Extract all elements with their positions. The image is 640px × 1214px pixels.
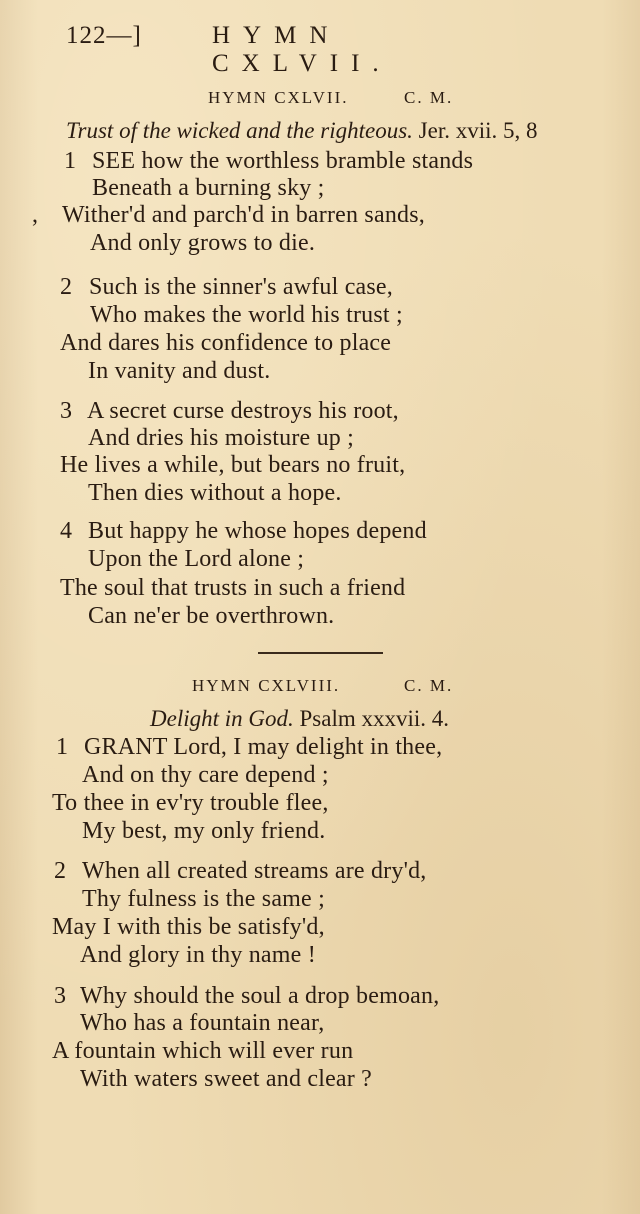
verse-line: A fountain which will ever run — [52, 1038, 354, 1064]
section-rule — [258, 652, 383, 654]
verse-line: And only grows to die. — [90, 230, 316, 256]
hymn-number: HYMN CXLVIII. — [192, 676, 341, 695]
verse-line: GRANT Lord, I may delight in thee, — [84, 734, 443, 760]
verse-line: But happy he whose hopes depend — [88, 518, 427, 544]
hymn-number: HYMN CXLVII. — [208, 88, 349, 107]
verse-line: A secret curse destroys his root, — [87, 398, 399, 424]
stanza-number: 3 — [54, 983, 66, 1009]
verse-line: Wither'd and parch'd in barren sands, — [62, 202, 425, 228]
stanza-number: 2 — [60, 274, 72, 300]
verse-line: Who has a fountain near, — [80, 1010, 325, 1036]
page-number: 122—] — [66, 22, 142, 49]
hymn-meter: C. M. — [404, 88, 454, 107]
verse-line: With waters sweet and clear ? — [80, 1066, 373, 1092]
verse-line: And glory in thy name ! — [80, 942, 316, 968]
hymn-theme: Trust of the wicked and the righteous. — [66, 118, 413, 143]
stanza-number: 1 — [64, 148, 76, 174]
verse-line: Upon the Lord alone ; — [88, 546, 305, 572]
printer-mark: , — [32, 202, 38, 228]
verse-line: The soul that trusts in such a friend — [60, 575, 406, 601]
stanza-number: 3 — [60, 398, 72, 424]
verse-line: In vanity and dust. — [88, 358, 271, 384]
verse-line: And dares his confidence to place — [60, 330, 392, 356]
verse-line: When all created streams are dry'd, — [82, 858, 427, 884]
verse-line: Thy fulness is the same ; — [82, 886, 325, 912]
verse-line: Then dies without a hope. — [88, 480, 342, 506]
verse-line: Can ne'er be overthrown. — [88, 603, 335, 629]
stanza-number: 2 — [54, 858, 66, 884]
verse-line: My best, my only friend. — [82, 818, 326, 844]
running-title: HYMN CXLVII. — [212, 22, 392, 77]
hymn-subtitle — [66, 118, 538, 144]
stanza-number: 4 — [60, 518, 72, 544]
hymn-meter: C. M. — [404, 676, 454, 695]
hymn-subtitle — [150, 706, 449, 732]
stanza-number: 1 — [56, 734, 68, 760]
verse-line: He lives a while, but bears no fruit, — [60, 452, 406, 478]
verse-line: May I with this be satisfy'd, — [52, 914, 325, 940]
verse-line: And dries his moisture up ; — [88, 425, 355, 451]
verse-line: Why should the soul a drop bemoan, — [80, 983, 440, 1009]
running-head — [66, 22, 496, 77]
verse-line: Who makes the world his trust ; — [90, 302, 403, 328]
verse-line: To thee in ev'ry trouble flee, — [52, 790, 329, 816]
verse-line: And on thy care depend ; — [82, 762, 329, 788]
scripture-reference: Jer. xvii. 5, 8 — [418, 118, 538, 143]
scripture-reference: Psalm xxxvii. 4. — [299, 706, 450, 731]
verse-line: SEE how the worthless bramble stands — [92, 148, 474, 174]
verse-line: Beneath a burning sky ; — [92, 175, 325, 201]
verse-line: Such is the sinner's awful case, — [89, 274, 393, 300]
hymn-theme: Delight in God. — [150, 706, 294, 731]
